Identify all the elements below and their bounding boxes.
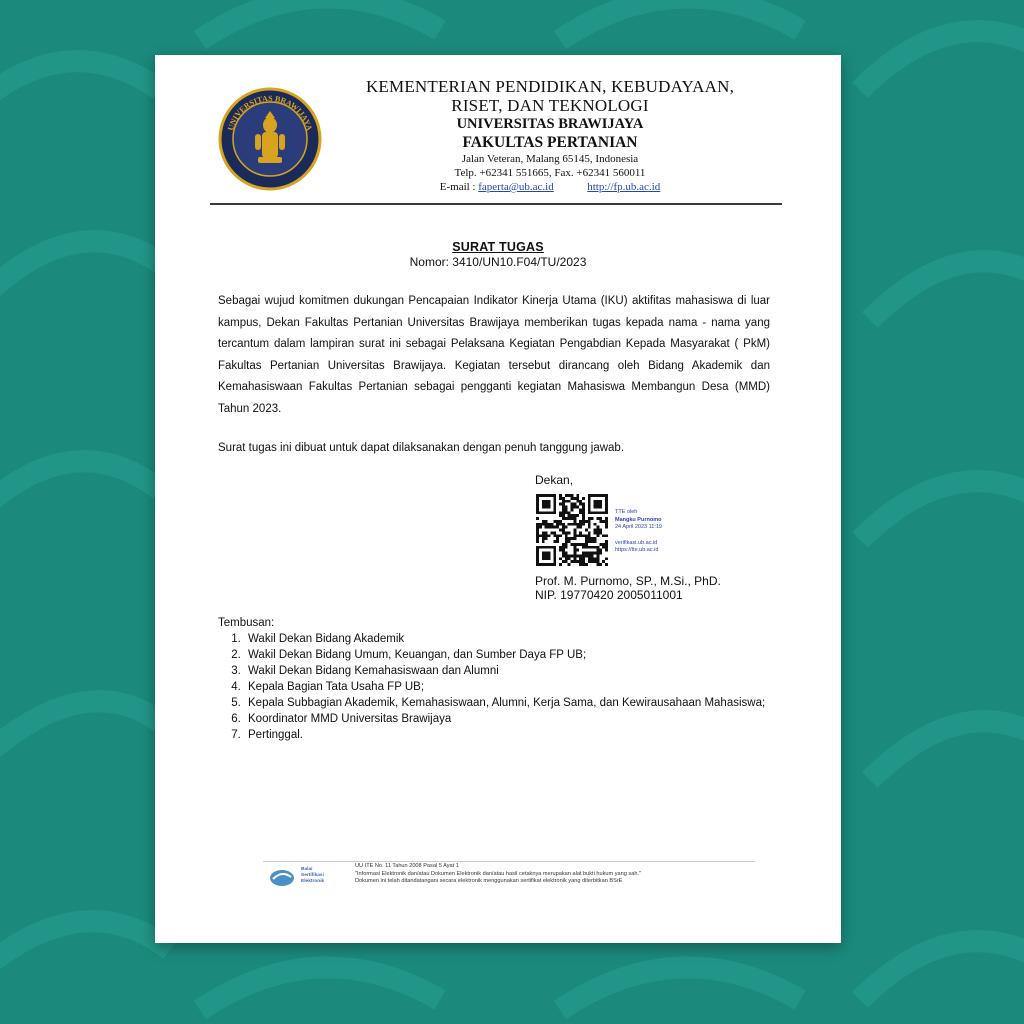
bsre-logo-text: [301, 867, 324, 885]
letterhead: [345, 77, 755, 194]
signer-name: Prof. M. Purnomo, SP., M.Si., PhD.: [535, 574, 721, 588]
bsre-logo-line-2: Sertifikasi: [301, 873, 324, 878]
body-paragraph: Sebagai wujud komitmen dukungan Pencapaian Indikator Kinerja Utama (IKU) aktifitas mahasiswa di luar kampus, Dekan Fakultas Pertanian Universitas Brawijaya memberikan tugas kepada nama - nama yang tercantum dalam lampiran surat ini sebagai Pelaksana Kegiatan Pengabdian Kepada Masyarakat ( PkM) Fakultas Pertanian Universitas Brawijaya. Kegiatan tersebut dirancang oleh Bidang Akademik dan Kemahasiswaan Fakultas Pertanian sebagai pengganti kegiatan Mahasiswa Membangun Desa (MMD) Tahun 2023.: [218, 295, 770, 415]
document-title: SURAT TUGAS: [452, 240, 544, 254]
footer-line-3: Dokumen ini telah ditandatangani secara elektronik menggunakan sertifikat elektronik yang diterbitkan BSrE: [355, 878, 623, 884]
university-name: UNIVERSITAS BRAWIJAYA: [456, 116, 644, 132]
closing-sentence: Surat tugas ini dibuat untuk dapat dilaksanakan dengan penuh tanggung jawab.: [218, 442, 625, 454]
footer-line-2: "Informasi Elektronik dan/atau Dokumen Elektronik dan/atau hasil cetaknya merupakan alat bukti hukum yang sah.": [355, 870, 641, 877]
carbon-copy-item: 1. Wakil Dekan Bidang Akademik: [244, 631, 818, 647]
carbon-copy-label: Tembusan:: [218, 617, 275, 629]
website-link[interactable]: http://fp.ub.ac.id: [587, 181, 661, 193]
svg-text:UNIVERSITAS BRAWIJAYA: UNIVERSITAS BRAWIJAYA: [226, 93, 314, 132]
footer-line-1: UU ITE No. 11 Tahun 2008 Pasal 5 Ayat 1: [355, 863, 459, 869]
document-heading: [155, 240, 841, 269]
carbon-copy-item: 2. Wakil Dekan Bidang Umum, Keuangan, dan Sumber Daya FP UB;: [244, 647, 818, 663]
ministry-name-line-2: RISET, DAN TEKNOLOGI: [451, 96, 649, 115]
bsre-logo-line-3: Elektronik: [301, 879, 325, 884]
signature-block: [535, 473, 825, 602]
document-number: Nomor: 3410/UN10.F04/TU/2023: [409, 255, 587, 269]
esign-url: https://tte.ub.ac.id: [615, 547, 659, 553]
signer-position: Dekan,: [535, 473, 574, 487]
university-logo: [218, 87, 322, 191]
esign-date: 24 April 2023 11:19: [615, 524, 662, 530]
esign-label: TTE oleh: [615, 509, 638, 515]
esign-verify: verifikasi.ub.ac.id: [615, 539, 658, 546]
carbon-copy-item: 3. Wakil Dekan Bidang Kemahasiswaan dan Alumni: [244, 663, 818, 679]
footer-legal-text: [355, 863, 775, 886]
carbon-copy-item: 6. Koordinator MMD Universitas Brawijaya: [244, 711, 818, 727]
qr-code-icon: [536, 493, 608, 567]
bsre-logo-line-1: Balai: [301, 867, 313, 872]
footer-divider: [263, 861, 755, 862]
email-label: E-mail :: [439, 181, 476, 193]
address: Jalan Veteran, Malang 65145, Indonesia: [461, 153, 639, 165]
carbon-copy-item: 7. Pertinggal.: [244, 727, 818, 743]
letter-page: [155, 55, 841, 943]
signer-nip: NIP. 19770420 2005011001: [535, 588, 683, 602]
contact-line: [345, 180, 755, 194]
esign-name: Mangku Purnomo: [615, 516, 662, 523]
letterhead-divider: [210, 203, 782, 205]
carbon-copy-item: 4. Kepala Bagian Tata Usaha FP UB;: [244, 679, 818, 695]
ministry-name-line-1: KEMENTERIAN PENDIDIKAN, KEBUDAYAAN,: [365, 77, 735, 96]
carbon-copy-list: [218, 617, 818, 743]
electronic-signature-info: [615, 509, 785, 555]
email-link[interactable]: faperta@ub.ac.id: [478, 181, 554, 193]
faculty-name: FAKULTAS PERTANIAN: [462, 134, 638, 151]
phone-fax: Telp. +62341 551665, Fax. +62341 560011: [454, 167, 646, 179]
carbon-copy-item: 5. Kepala Subbagian Akademik, Kemahasiswaan, Alumni, Kerja Sama, dan Kewirausahaan Mahasiswa;: [244, 695, 818, 711]
